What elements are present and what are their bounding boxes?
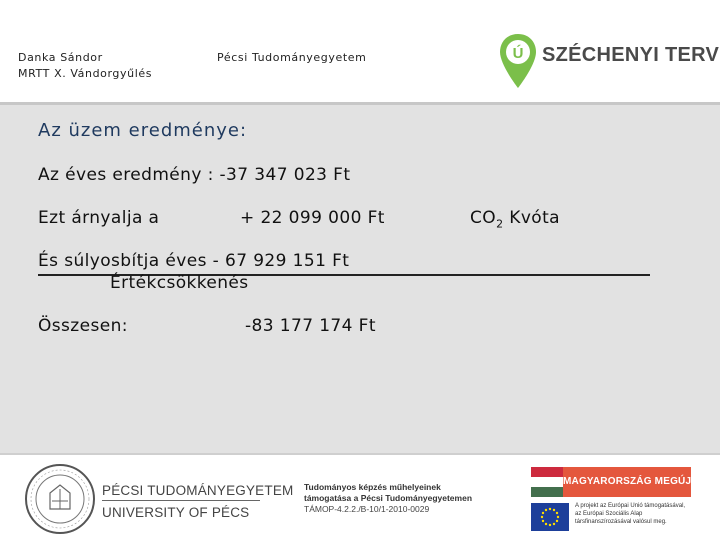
co2-suffix: Kvóta xyxy=(503,208,560,228)
pte-name-en: UNIVERSITY OF PÉCS xyxy=(102,505,250,520)
university-seal-icon xyxy=(24,463,96,535)
mm-banner-text: MAGYARORSZÁG MEGÚJUL xyxy=(563,467,691,497)
co2-prefix: CO xyxy=(470,208,497,228)
map-pin-icon xyxy=(498,32,538,90)
shaded-by-label: Ezt árnyalja a xyxy=(38,208,160,228)
total-label: Összesen: xyxy=(38,316,128,336)
logo-text: SZÉCHENYI TERV xyxy=(542,44,720,66)
author-name: Danka Sándor xyxy=(18,51,103,64)
eu-funding-text xyxy=(575,502,685,526)
event-name: MRTT X. Vándorgyűlés xyxy=(18,67,153,80)
eu-line-2: az Európai Szociális Alap xyxy=(575,511,643,517)
co2-subscript: 2 xyxy=(496,217,504,231)
project-line-2: támogatása a Pécsi Tudományegyetemen xyxy=(304,493,473,503)
eu-line-1: A projekt az Európai Unió támogatásával, xyxy=(575,503,686,509)
footer xyxy=(0,455,720,540)
depreciation-label: Értékcsökkenés xyxy=(110,273,249,293)
author-block xyxy=(18,50,152,82)
header xyxy=(0,0,720,104)
project-info xyxy=(304,482,472,515)
eu-line-3: társfinanszírozásával valósul meg. xyxy=(575,519,667,525)
total-value: -83 177 174 Ft xyxy=(245,316,376,336)
header-university: Pécsi Tudományegyetem xyxy=(217,51,367,64)
slide-content xyxy=(0,105,720,455)
pte-divider xyxy=(102,500,260,501)
logo-badge: Ú xyxy=(512,45,524,62)
shaded-by-value: + 22 099 000 Ft xyxy=(240,208,385,228)
project-code: TÁMOP-4.2.2./B-10/1-2010-0029 xyxy=(304,504,430,514)
eu-flag-icon xyxy=(531,503,569,531)
hungarian-flag-icon xyxy=(531,467,563,497)
co2-quota-label xyxy=(470,208,560,230)
szechenyi-terv-logo xyxy=(498,32,720,92)
worsened-by: És súlyosbítja éves - 67 929 151 Ft xyxy=(38,251,350,271)
project-line-1: Tudományos képzés műhelyeinek xyxy=(304,482,441,492)
pte-wordmark xyxy=(102,483,293,520)
magyarorszag-megujul-banner xyxy=(531,467,705,497)
pte-name-hu: PÉCSI TUDOMÁNYEGYETEM xyxy=(102,483,294,498)
slide-title: Az üzem eredménye: xyxy=(38,120,248,141)
annual-result: Az éves eredmény : -37 347 023 Ft xyxy=(38,165,351,185)
